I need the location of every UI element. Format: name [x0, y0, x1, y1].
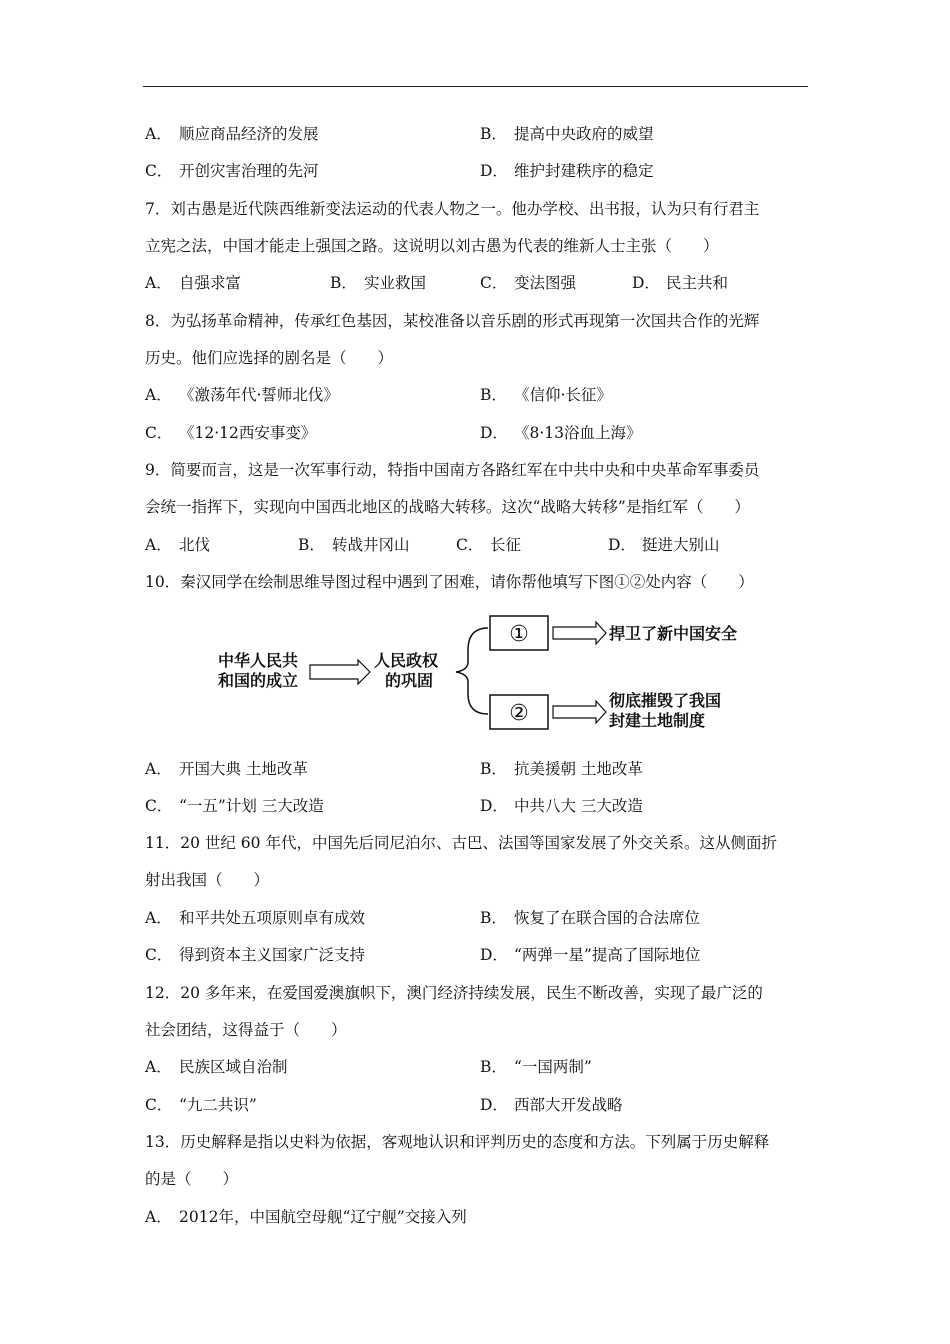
q6-option-d: D． 维护封建秩序的稳定	[480, 162, 654, 180]
diagram-arrow-3	[553, 701, 606, 723]
q9-option-b: B． 转战井冈山	[298, 536, 410, 554]
q7-option-d: D． 民主共和	[632, 274, 729, 292]
diagram-node2-line2: 的巩固	[385, 671, 434, 690]
q12-option-b: B． “一国两制”	[480, 1058, 592, 1076]
diagram-output-2-line1: 彻底摧毁了我国	[609, 691, 722, 710]
q13-stem-line1: 13．历史解释是指以史料为依据，客观地认识和评判历史的态度和方法。下列属于历史解释	[145, 1133, 770, 1151]
diagram-box-1-label: ①	[509, 622, 529, 647]
q10-option-b: B． 抗美援朝 土地改革	[480, 760, 643, 778]
q10-option-a: A． 开国大典 土地改革	[145, 760, 308, 778]
q8-option-c: C． 《12·12西安事变》	[145, 424, 317, 442]
q8-option-d: D． 《8·13浴血上海》	[480, 424, 642, 442]
q13-stem-line2: 的是（ ）	[145, 1170, 239, 1188]
q12-option-d: D． 西部大开发战略	[480, 1096, 623, 1114]
q7-option-c: C． 变法图强	[480, 274, 577, 292]
q9-stem-line2: 会统一指挥下，实现向中国西北地区的战略大转移。这次“战略大转移”是指红军（ ）	[145, 498, 750, 516]
q8-stem-line1: 8．为弘扬革命精神，传承红色基因，某校准备以音乐剧的形式再现第一次国共合作的光辉	[145, 312, 760, 330]
q10-stem-line1: 10．秦汉同学在绘制思维导图过程中遇到了困难，请你帮他填写下图①②处内容（ ）	[145, 573, 754, 591]
q11-option-a: A． 和平共处五项原则卓有成效	[145, 909, 366, 927]
diagram-output-2-line2: 封建土地制度	[609, 711, 706, 730]
q7-stem-line2: 立宪之法，中国才能走上强国之路。这说明以刘古愚为代表的维新人士主张（ ）	[145, 237, 719, 255]
q9-option-d: D． 挺进大别山	[608, 536, 720, 554]
diagram-bracket	[456, 628, 488, 714]
q9-stem-line1: 9．简要而言，这是一次军事行动，特指中国南方各路红军在中共中央和中央革命军事委员	[145, 461, 760, 479]
q8-option-b: B． 《信仰·长征》	[480, 386, 612, 404]
q11-stem-line1: 11．20 世纪 60 年代，中国先后同尼泊尔、古巴、法国等国家发展了外交关系。这从侧面折	[145, 834, 777, 852]
q6-option-a: A． 顺应商品经济的发展	[145, 125, 319, 143]
diagram-node2-line1: 人民政权	[374, 651, 439, 670]
diagram-node1-line2: 和国的成立	[218, 671, 299, 690]
diagram-arrow-2	[553, 622, 606, 644]
q12-stem-line2: 社会团结，这得益于（ ）	[145, 1021, 347, 1039]
diagram-node1-line1: 中华人民共	[218, 651, 299, 670]
q13-option-a: A． 2012年，中国航空母舰“辽宁舰”交接入列	[145, 1208, 467, 1226]
q7-stem-line1: 7．刘古愚是近代陕西维新变法运动的代表人物之一。他办学校、出书报，认为只有行君主	[145, 200, 760, 218]
q10-option-d: D． 中共八大 三大改造	[480, 797, 643, 815]
q12-option-a: A． 民族区域自治制	[145, 1058, 288, 1076]
q7-option-b: B． 实业救国	[330, 274, 427, 292]
q7-option-a: A． 自强求富	[145, 274, 242, 292]
q12-stem-line1: 12．20 多年来，在爱国爱澳旗帜下，澳门经济持续发展，民生不断改善，实现了最广泛的	[145, 984, 763, 1002]
q8-option-a: A． 《激荡年代·誓师北伐》	[145, 386, 339, 404]
diagram-box-2-label: ②	[509, 701, 529, 726]
q6-option-b: B． 提高中央政府的威望	[480, 125, 654, 143]
q10-option-c: C． “一五”计划 三大改造	[145, 797, 324, 815]
q9-option-a: A． 北伐	[145, 536, 211, 554]
q8-stem-line2: 历史。他们应选择的剧名是（ ）	[145, 349, 394, 367]
diagram-arrow-1	[310, 660, 370, 684]
q6-option-c: C． 开创灾害治理的先河	[145, 162, 319, 180]
q12-option-c: C． “九二共识”	[145, 1096, 257, 1114]
q11-option-b: B． 恢复了在联合国的合法席位	[480, 909, 701, 927]
q9-option-c: C． 长征	[456, 536, 522, 554]
q11-option-c: C． 得到资本主义国家广泛支持	[145, 946, 366, 964]
diagram-output-1: 捍卫了新中国安全	[609, 624, 738, 643]
q11-stem-line2: 射出我国（ ）	[145, 871, 270, 889]
q11-option-d: D． “两弹一星”提高了国际地位	[480, 946, 701, 964]
